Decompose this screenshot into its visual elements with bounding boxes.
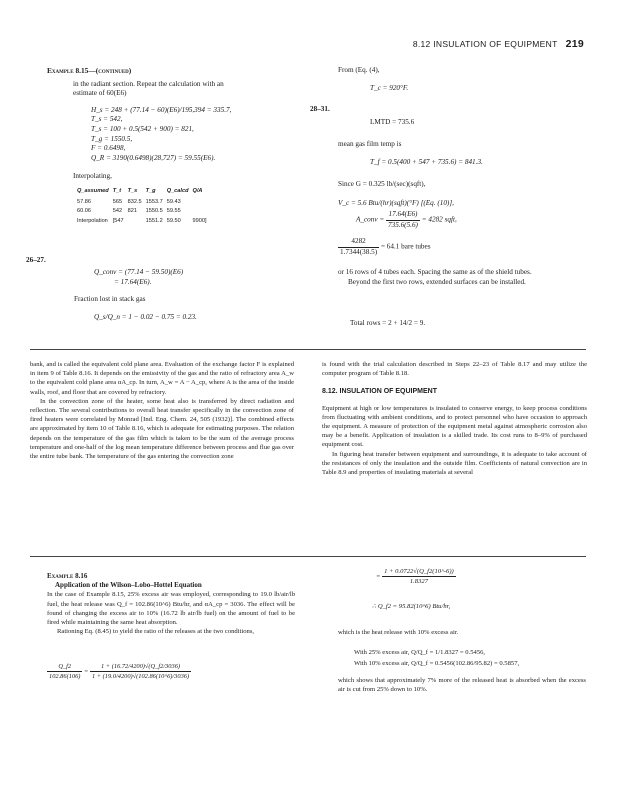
aconv-numerator: 17.64(E6) bbox=[386, 210, 420, 221]
from-eq-label: From (Eq. (4), bbox=[338, 66, 380, 74]
rows-paragraph-2: Beyond the first two rows, extended surfaces can be installed. bbox=[348, 277, 526, 286]
insulation-paragraph-2: In figuring heat transfer between equipment and surroundings, it is adequate to take account of the resistances of only the insulation and the outside film. Coefficients of natural convection are in Table 8.9 and properties of insulating materials at several bbox=[322, 450, 587, 477]
example-title: Example 8.15—(continued) bbox=[47, 66, 132, 75]
total-rows: Total rows = 2 + 14/2 = 9. bbox=[350, 319, 426, 327]
equals-sign: = bbox=[84, 668, 89, 675]
table-row bbox=[77, 198, 211, 208]
tubes-denominator: 1.7344(38.5) bbox=[340, 247, 378, 256]
table-cell: 821 bbox=[127, 208, 137, 215]
equation-tubes bbox=[338, 237, 431, 257]
table-cell: 565 bbox=[112, 198, 123, 205]
heat-release-text: which is the heat release with 10% excess air. bbox=[338, 629, 459, 636]
equation-tt: T_s = 542, bbox=[91, 115, 123, 124]
table-cell: 1550.5 bbox=[145, 208, 163, 215]
equation-qf2-ratio bbox=[376, 567, 456, 586]
example-8-16 bbox=[47, 572, 295, 636]
step-label-28-31: 28–31. bbox=[310, 105, 330, 113]
table-cell: 832.5 bbox=[127, 198, 142, 205]
table-cell: 59.43 bbox=[166, 198, 181, 205]
ratio-lhs-fraction bbox=[47, 662, 82, 681]
example-8-15-continued bbox=[47, 66, 312, 226]
intro-text bbox=[73, 80, 312, 99]
ratio-rhs-fraction bbox=[90, 662, 191, 681]
example-title: Example 8.16 bbox=[47, 572, 88, 580]
equation-qconv-1: Q_conv = (77.14 − 59.50)(E6) bbox=[94, 268, 184, 276]
body-paragraph-2: In the convection zone of the heater, some heat also is transferred by direct radiation and reflection. The several contributions to overall heat transfer specifically in the convection zone of fired heaters were correlated by Monrad [Ind. Eng. Chem. 24, 505 (1932)]. The combined effects are approximated by item 10 of Table 8.16, which is adequate for estimating purposes. The relation depends on the temperature of the gas film which is taken to be the sum of the average process temperature and one-half of the log mean temperature difference between process and flue gas over the entire tube bank. The temperature of the gas entering the convection zone bbox=[30, 397, 294, 461]
equation-qr: Q_R = 3190(0.6498)(28,727) = 59.55(E6). bbox=[91, 153, 216, 162]
header-section: 8.12 INSULATION OF EQUIPMENT bbox=[412, 39, 558, 49]
col-header: T_t bbox=[112, 187, 122, 194]
interpolation-table bbox=[77, 187, 211, 226]
tubes-rhs: = 64.1 bare tubes bbox=[380, 242, 431, 251]
aconv-lhs: A_conv = bbox=[356, 215, 385, 224]
equation-ratio bbox=[47, 662, 307, 681]
with-10-excess-air: With 10% excess air, Q/Q_f = 0.5456(102.86/95.82) = 0.5857, bbox=[354, 660, 520, 667]
qf2-fraction bbox=[382, 567, 456, 586]
aconv-fraction bbox=[386, 210, 420, 230]
divider-top bbox=[30, 349, 586, 350]
ratio-rhs-numerator: 1 + (16.72/4200)√(Q_f2/3036) bbox=[90, 662, 191, 672]
equals-sign: = bbox=[376, 573, 381, 581]
equation-aconv bbox=[356, 210, 457, 230]
equation-ts: T_s = 100 + 0.5(542 + 900) = 821, bbox=[91, 124, 194, 133]
running-header bbox=[384, 38, 584, 50]
ratio-rhs-denominator: 1 + (19.0/4200)√(102.86(10^6)/3036) bbox=[91, 673, 190, 680]
equation-qconv-2: = 17.64(E6). bbox=[114, 278, 152, 286]
body-paragraph-1: bank, and is called the equivalent cold plane area. Evaluation of the exchange factor F is explained in item 9 of Table 8.16. It depends on the emissivity of the gas and the ratio of refractory area A_w to the equivalent cold plane area αA_cp. In turn, A_w = A − A_cp, where A is the area of the inside walls, roof, and floor that are covered by refractory. bbox=[30, 361, 294, 396]
rows-paragraph-1: or 16 rows of 4 tubes each. Spacing the same as of the shield tubes. bbox=[338, 268, 532, 276]
conclusion-text: which shows that approximately 7% more of the released heat is absorbed when the excess air is cut from 25% down to 10%. bbox=[338, 677, 586, 694]
col-header: Q_calcd bbox=[166, 187, 189, 194]
table-cell: 1553.7 bbox=[145, 198, 163, 205]
equation-lmtd: LMTD = 735.6 bbox=[370, 118, 415, 126]
table-cell: Interpolation bbox=[77, 217, 108, 224]
divider-bottom bbox=[30, 556, 586, 557]
equation-fraction: Q_s/Q_n = 1 − 0.02 − 0.75 = 0.23. bbox=[94, 313, 197, 321]
table-cell: 59.50 bbox=[166, 217, 181, 224]
example-text-2: Rationing Eq. (8.45) to yield the ratio of the releases at the two conditions, bbox=[57, 628, 255, 636]
table-cell: 60.06 bbox=[77, 208, 91, 215]
equation-qf2-result: ∴ Q_f2 = 95.82(10^6) Btu/hr, bbox=[372, 603, 451, 610]
equation-tf: T_f = 0.5(400 + 547 + 735.6) = 841.3. bbox=[370, 158, 483, 166]
intro-line-2: estimate of 60(E6) bbox=[73, 89, 127, 98]
table-cell: 1551.2 bbox=[145, 217, 163, 224]
table-cell bbox=[193, 198, 211, 208]
table-header-row bbox=[77, 187, 211, 198]
col-header: T_g bbox=[145, 187, 156, 194]
example-subtitle: Application of the Wilson–Lobo–Hottel Equation bbox=[55, 581, 202, 590]
col-header: T_s bbox=[127, 187, 138, 194]
table-cell: 57.86 bbox=[77, 198, 91, 205]
table-cell: 542 bbox=[112, 208, 123, 215]
rows-text bbox=[338, 268, 586, 287]
equation-tc: T_c = 920°F. bbox=[370, 84, 409, 92]
interpolating-label: Interpolating, bbox=[73, 172, 112, 181]
ratio-lhs-denominator: 102.86(106) bbox=[49, 673, 81, 680]
tubes-fraction bbox=[338, 237, 379, 257]
intro-line-1: in the radiant section. Repeat the calculation with an bbox=[73, 79, 224, 88]
with-25-excess-air: With 25% excess air, Q/Q_f = 1/1.8327 = 0.5456, bbox=[354, 649, 486, 656]
body-paragraph-0: is found with the trial calculation described in Steps 22–23 of Table 8.17 and may utilize the computer program of Table 8.18. bbox=[322, 361, 587, 378]
table-cell bbox=[128, 217, 146, 227]
equation-f: F = 0.6498, bbox=[91, 144, 126, 153]
body-right-column bbox=[322, 360, 587, 477]
radiant-equations bbox=[91, 106, 312, 164]
fraction-lost-label: Fraction lost in stack gas bbox=[74, 295, 146, 303]
page-number: 219 bbox=[565, 38, 584, 50]
table-row bbox=[77, 217, 211, 227]
table-cell bbox=[193, 207, 211, 217]
aconv-rhs: = 4282 sqft, bbox=[421, 215, 457, 224]
section-heading: 8.12. INSULATION OF EQUIPMENT bbox=[322, 388, 437, 396]
insulation-paragraph-1: Equipment at high or low temperatures is insulated to conserve energy, to keep process conditions from fluctuating with ambient conditions, and to protect personnel who have occasion to approach the equipment. A measure of protection of the equipment metal against atmospheric corrosion also may be a benefit. Application of insulation is a skilled trade. Its cost runs to 8–9% of purchased equipment cost. bbox=[322, 404, 587, 449]
example-text: In the case of Example 8.15, 25% excess air was employed, corresponding to 19.0 lb/air/lb fuel, the heat release was Q_f = 102.86(10^6) Btu/hr, and αA_cp = 3036. The effect will be found of changing the excess air to 10% (16.72 lb air/lb fuel) on the amount of fuel to be fired while maintaining the same heat absorption. bbox=[47, 591, 295, 627]
since-g-label: Since G = 0.325 lb/(sec)(sqft), bbox=[338, 180, 426, 188]
col-header: Q_assumed bbox=[77, 187, 109, 194]
equation-vc: V_c = 5.6 Btu/(hr)(sqft)(°F) [(Eq. (10)], bbox=[338, 199, 454, 207]
table-cell: 59.55 bbox=[166, 208, 181, 215]
aconv-denominator: 735.6(5.6) bbox=[388, 220, 418, 229]
body-left-column bbox=[30, 360, 294, 461]
tubes-numerator: 4282 bbox=[338, 237, 379, 248]
mean-gas-label: mean gas film temp is bbox=[338, 140, 402, 148]
equation-hs: H_s = 248 + (77.14 − 60)(E6)/195,394 = 335.7, bbox=[91, 105, 232, 114]
ratio-lhs-numerator: Q_f2 bbox=[47, 662, 82, 672]
table-cell: 9900] bbox=[192, 217, 207, 224]
col-header: Q/A bbox=[192, 187, 203, 194]
equation-tg: T_g = 1550.5, bbox=[91, 134, 133, 143]
qf2-numerator: 1 + 0.0722√(Q_f2(10^-6)) bbox=[382, 567, 456, 577]
table-cell: [547 bbox=[112, 217, 124, 224]
qf2-denominator: 1.8327 bbox=[409, 578, 428, 586]
step-label-26-27: 26–27. bbox=[26, 256, 46, 264]
table-row bbox=[77, 207, 211, 217]
